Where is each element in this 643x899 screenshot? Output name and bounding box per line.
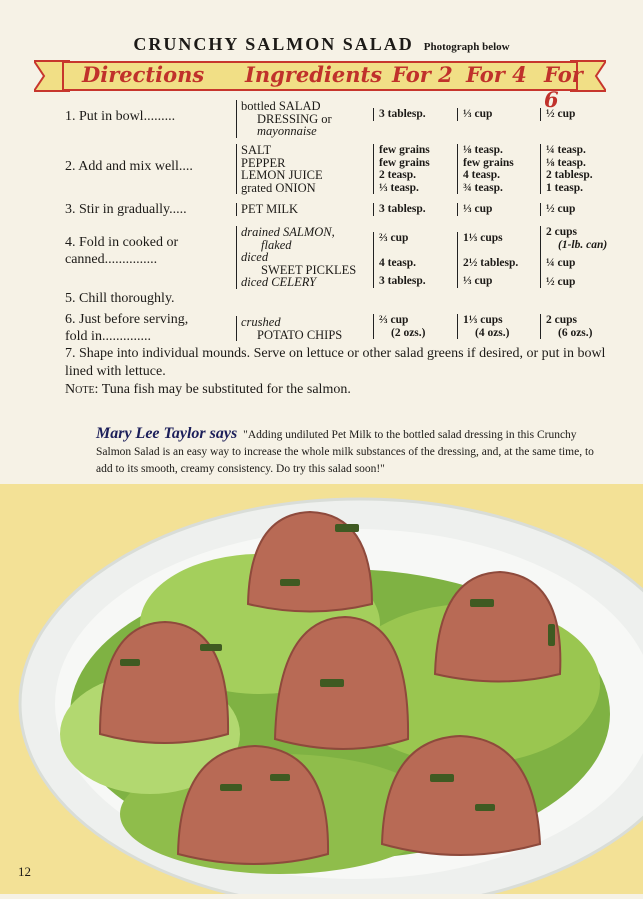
page-number: 12 bbox=[18, 864, 31, 879]
amount-for-4: ⅓ cup bbox=[457, 108, 492, 121]
amount: 2 cups bbox=[546, 314, 577, 326]
amount-for-6 bbox=[540, 314, 593, 339]
amount-for-2 bbox=[373, 144, 430, 194]
amount: ¼ cup bbox=[546, 257, 576, 269]
salad-photo bbox=[0, 484, 643, 894]
ingredients-1 bbox=[236, 100, 332, 138]
recipe-title-main: CRUNCHY SALMON SALAD bbox=[133, 34, 414, 54]
recipe-title bbox=[0, 34, 643, 55]
direction-5: 5. Chill thoroughly. bbox=[65, 291, 175, 306]
ingredient: drained SALMON, bbox=[241, 225, 335, 239]
direction-6b: fold in.............. bbox=[65, 329, 151, 344]
amount-for-2: 3 tablesp. bbox=[373, 203, 426, 216]
amount-for-6: ½ cup bbox=[540, 203, 575, 216]
header-for-6: For 6 bbox=[544, 62, 583, 112]
direction-4a: 4. Fold in cooked or bbox=[65, 235, 179, 250]
direction-1: 1. Put in bowl......... bbox=[65, 109, 176, 124]
amount: few grains bbox=[463, 156, 514, 169]
note bbox=[65, 382, 351, 398]
quote-signature: Mary Lee Taylor says bbox=[96, 425, 238, 442]
amount-for-4 bbox=[457, 232, 518, 288]
ingredient: PEPPER bbox=[241, 155, 286, 170]
amount: ⅔ cup bbox=[379, 232, 409, 244]
note-text: Tuna fish may be substituted for the salmon. bbox=[98, 382, 351, 397]
amount: (1-lb. can) bbox=[558, 238, 608, 251]
amount: ¼ teasp. bbox=[546, 144, 586, 156]
header-for-2: For 2 bbox=[392, 62, 453, 87]
amount: ¾ teasp. bbox=[463, 181, 503, 194]
ingredient: diced bbox=[241, 250, 269, 264]
amount-for-2: 3 tablesp. bbox=[373, 108, 426, 121]
amount: 1 teasp. bbox=[546, 181, 584, 194]
ingredient: SALT bbox=[241, 143, 272, 157]
quote-block bbox=[96, 425, 606, 478]
amount: few grains bbox=[379, 156, 430, 169]
amount: (2 ozs.) bbox=[391, 326, 426, 339]
amount: 3 tablesp. bbox=[379, 275, 426, 287]
quote-text: "Adding undiluted Pet Milk to the bottled salad dressing in this Crunchy Salmon Salad is an easy way to increase the whole milk substances of the dressing, and, at the same time, to add to its smooth, creamy consistency. Do try this salad soon!" bbox=[96, 429, 594, 475]
ingredient: SWEET PICKLES bbox=[261, 262, 357, 277]
amount: 4 teasp. bbox=[379, 256, 417, 269]
amount: ½ cup bbox=[546, 275, 576, 288]
ingredient: bottled SALAD bbox=[241, 99, 321, 113]
amount: 1⅓ cups bbox=[463, 232, 503, 244]
ingredient: diced CELERY bbox=[241, 275, 317, 289]
amount: 2 cups bbox=[546, 226, 577, 238]
amount-for-2 bbox=[373, 314, 426, 339]
header-for-4: For 4 bbox=[466, 62, 527, 87]
amount: ⅓ cup bbox=[463, 275, 493, 287]
amount: 2½ tablesp. bbox=[463, 256, 519, 269]
ingredient: grated ONION bbox=[241, 180, 316, 195]
ingredients-3 bbox=[236, 203, 298, 216]
ingredients-4 bbox=[236, 226, 356, 289]
amount: 2 teasp. bbox=[379, 169, 417, 181]
amount-for-2 bbox=[373, 232, 426, 288]
amount: ⅛ teasp. bbox=[546, 156, 586, 169]
salad-plate-illustration bbox=[0, 484, 643, 894]
amount: 1⅓ cups bbox=[463, 314, 503, 326]
direction-7: 7. Shape into individual mounds. Serve on lettuce or other salad greens if desired, or put in bowl lined with lettuce. bbox=[65, 346, 606, 379]
photo-note: Photograph below bbox=[423, 41, 510, 53]
direction-2: 2. Add and mix well.... bbox=[65, 159, 193, 174]
ingredient: flaked bbox=[261, 237, 292, 252]
ingredient: POTATO CHIPS bbox=[257, 327, 343, 342]
ingredient: DRESSING or bbox=[257, 111, 332, 126]
amount-for-4 bbox=[457, 314, 510, 339]
ingredient: mayonnaise bbox=[257, 124, 317, 138]
ingredients-6 bbox=[236, 316, 342, 341]
amount-for-6: ½ cup bbox=[540, 108, 575, 121]
header-directions: Directions bbox=[82, 62, 205, 87]
ingredients-2 bbox=[236, 144, 323, 194]
ingredient: crushed bbox=[241, 315, 281, 329]
direction-4b: canned............... bbox=[65, 252, 158, 267]
amount: 4 teasp. bbox=[463, 169, 501, 181]
amount-for-6 bbox=[540, 144, 593, 194]
direction-6a: 6. Just before serving, bbox=[65, 312, 189, 327]
amount: 2 tablesp. bbox=[546, 169, 593, 181]
amount-for-4: ⅓ cup bbox=[457, 203, 492, 216]
amount: (6 ozs.) bbox=[558, 326, 593, 339]
amount-for-4 bbox=[457, 144, 514, 194]
note-label: Note: bbox=[65, 382, 99, 397]
amount: (4 ozs.) bbox=[475, 326, 510, 339]
ingredient: PET MILK bbox=[241, 202, 299, 216]
amount-for-6 bbox=[540, 226, 607, 288]
amount: few grains bbox=[379, 144, 430, 156]
amount: ⅓ teasp. bbox=[379, 181, 419, 194]
amount: ⅛ teasp. bbox=[463, 144, 503, 156]
header-ingredients: Ingredients bbox=[245, 62, 383, 87]
ingredient: LEMON JUICE bbox=[241, 168, 323, 182]
amount: ⅔ cup bbox=[379, 314, 409, 326]
direction-3: 3. Stir in gradually..... bbox=[65, 202, 187, 217]
